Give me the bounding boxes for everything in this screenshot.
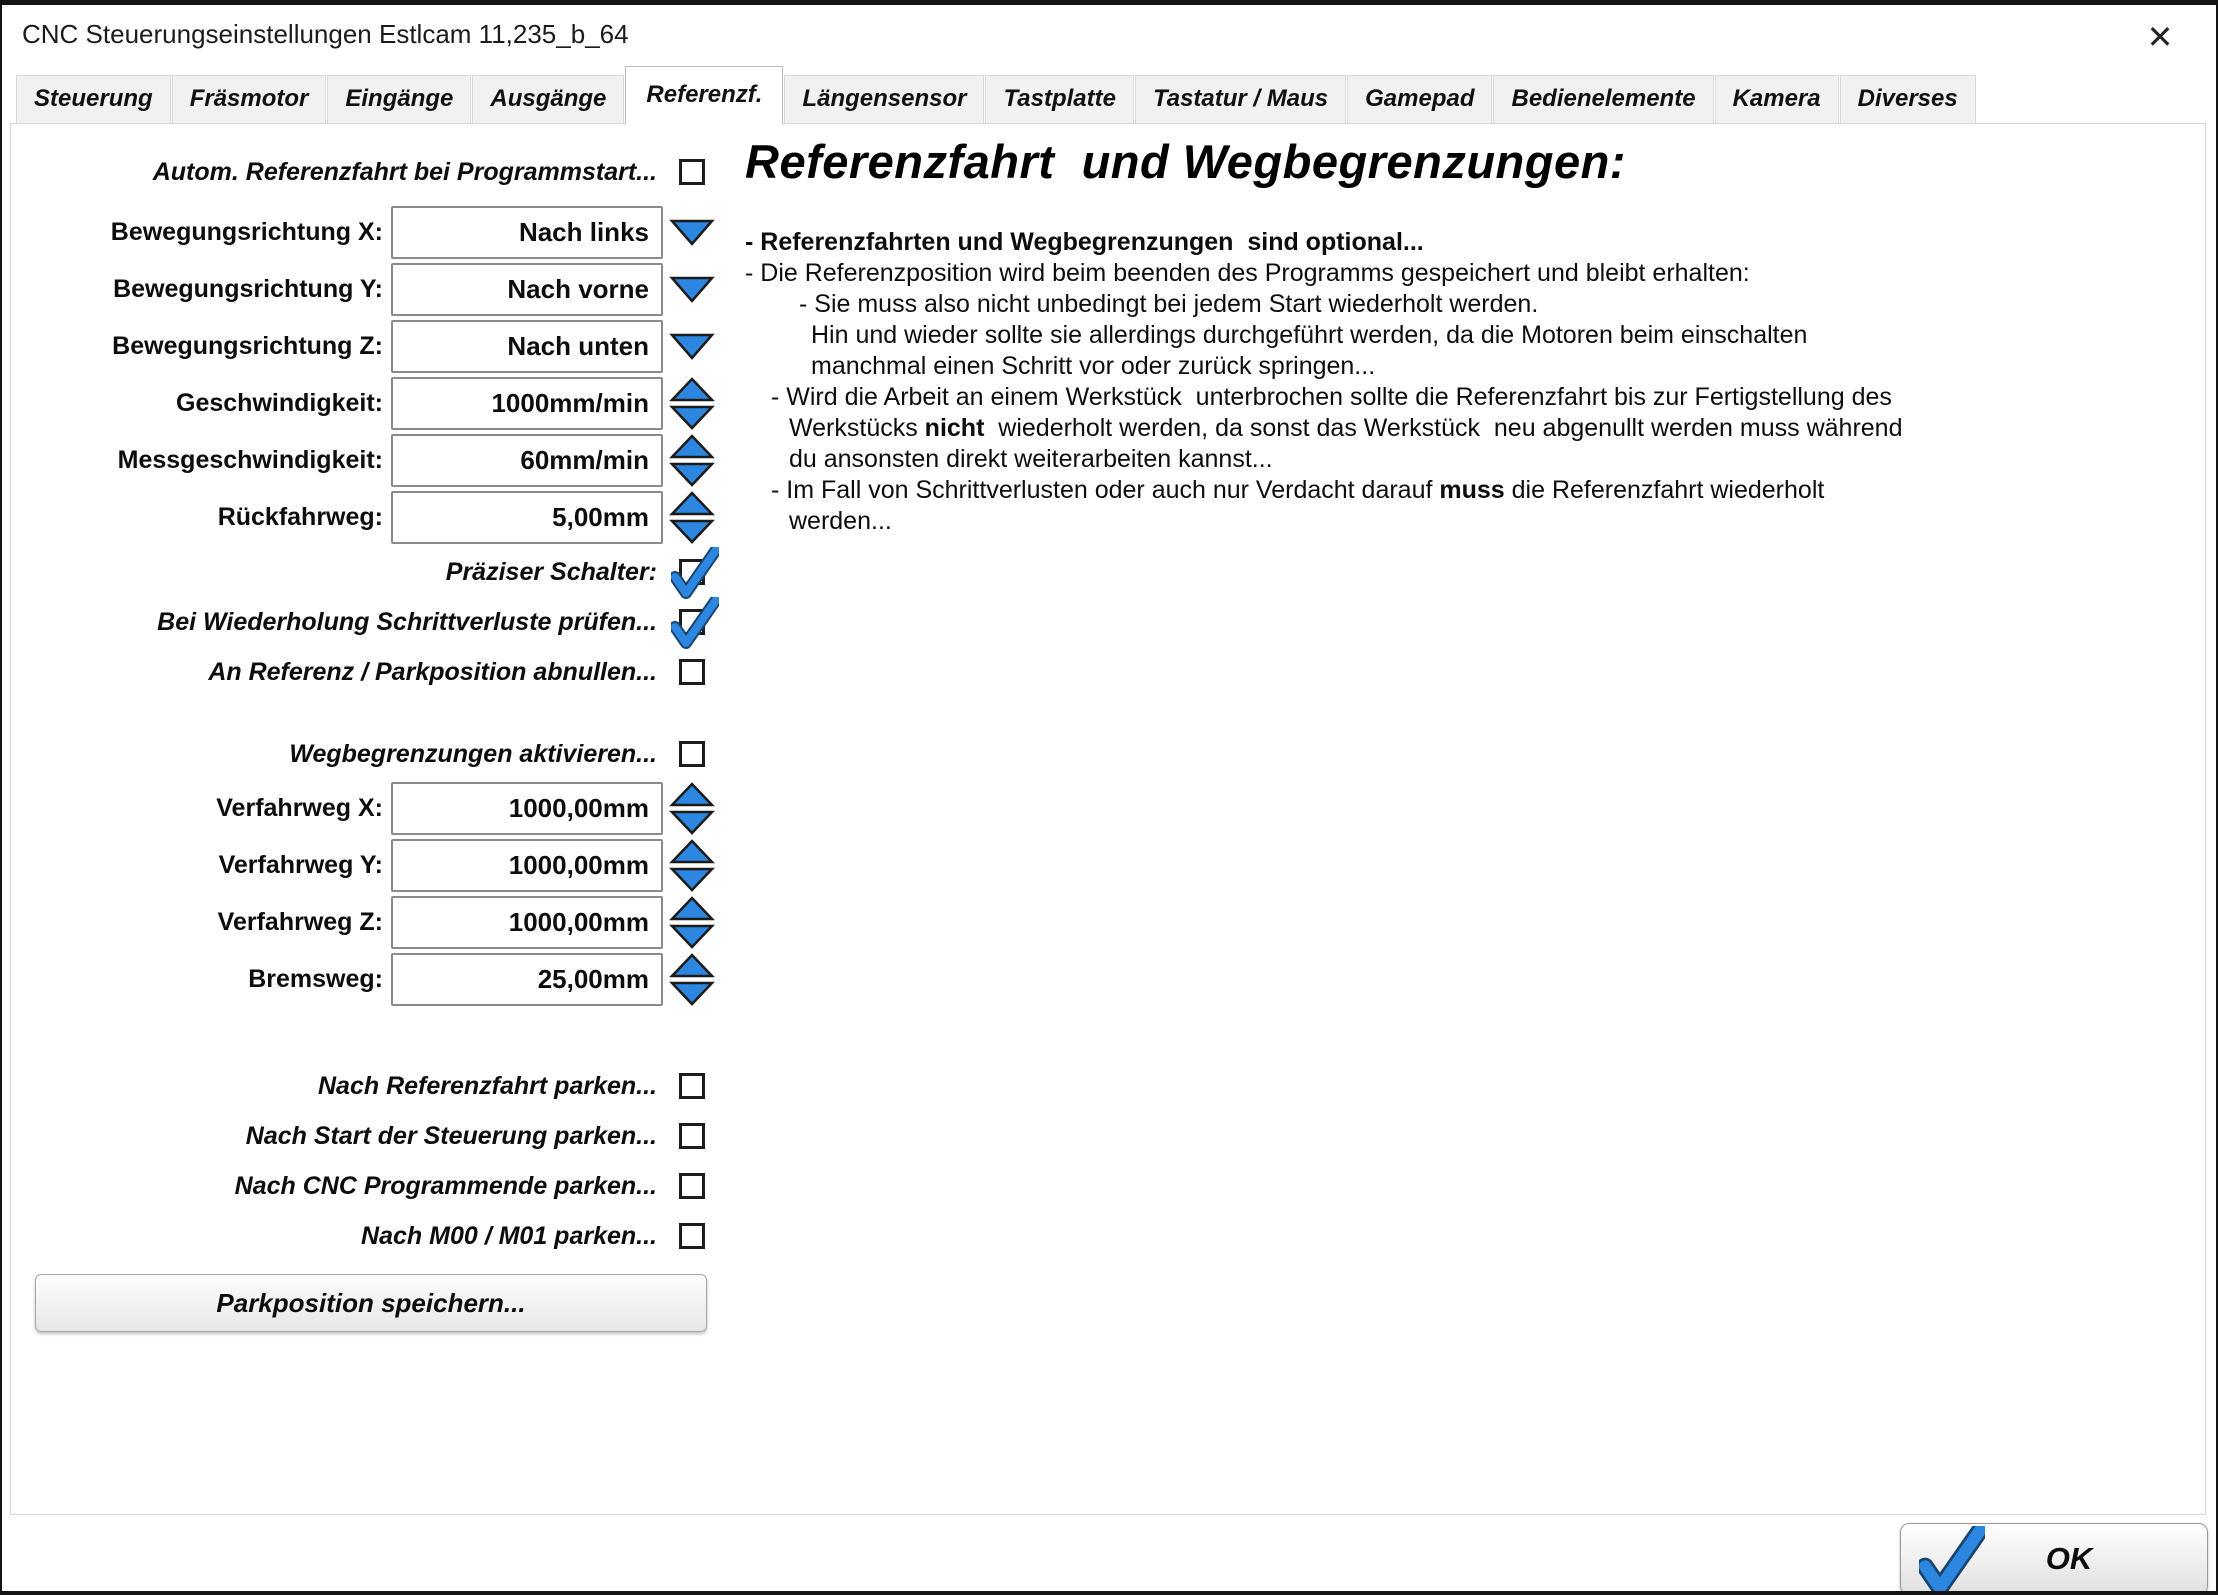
tab-diverses[interactable]: Diverses: [1840, 75, 1976, 123]
verfahrweg-y-value: 1000,00mm: [508, 850, 649, 880]
tab-kamera[interactable]: Kamera: [1715, 75, 1839, 123]
geschwindigkeit-control[interactable]: [663, 377, 715, 430]
tab-steuerung[interactable]: Steuerung: [16, 75, 171, 123]
form-row-nach-referenzfahrt-parken: [23, 1064, 715, 1108]
verfahrweg-x-control[interactable]: [663, 782, 715, 835]
form-row-verfahrweg-y: [23, 839, 715, 892]
messgeschwindigkeit-control[interactable]: [663, 434, 715, 487]
rueckfahrweg-label: Rückfahrweg:: [217, 503, 383, 531]
form-group-gap: [23, 700, 715, 726]
bei-wiederholung-schrittverluste-pruefen-checkbox[interactable]: [679, 609, 705, 635]
nach-cnc-programmende-parken-checkbox[interactable]: [679, 1173, 705, 1199]
info-line: werden...: [789, 507, 892, 535]
form-row-verfahrweg-z: [23, 896, 715, 949]
nach-start-der-steuerung-parken-checkbox-zone: [663, 1114, 715, 1158]
verfahrweg-x-field[interactable]: [391, 782, 663, 835]
bewegungsrichtung-x-control[interactable]: [663, 206, 715, 259]
info-line: - Referenzfahrten und Wegbegrenzungen sind optional...: [745, 228, 1424, 256]
tab-fraesmotor[interactable]: Fräsmotor: [172, 75, 327, 123]
nach-m00-m01-parken-checkbox-zone: [663, 1214, 715, 1258]
nach-start-der-steuerung-parken-label: Nach Start der Steuerung parken...: [245, 1121, 657, 1150]
form-row-messgeschwindigkeit: [23, 434, 715, 487]
spinner-up-down-icon[interactable]: [669, 434, 715, 488]
spinner-up-down-icon[interactable]: [669, 953, 715, 1007]
form-row-wegbegrenzungen-aktivieren: [23, 732, 715, 776]
an-referenz-parkposition-abnullen-label: An Referenz / Parkposition abnullen...: [208, 657, 657, 686]
praeziser-schalter-label: Präziser Schalter:: [445, 557, 657, 586]
verfahrweg-z-control[interactable]: [663, 896, 715, 949]
form-row-nach-start-der-steuerung-parken: [23, 1114, 715, 1158]
verfahrweg-z-label: Verfahrweg Z:: [217, 908, 383, 936]
praeziser-schalter-checkbox[interactable]: [679, 559, 705, 585]
spinner-up-down-icon[interactable]: [669, 377, 715, 431]
form-row-bewegungsrichtung-x: [23, 206, 715, 259]
checkmark-icon: [671, 597, 719, 649]
ok-button-label: OK: [2045, 1541, 2093, 1576]
bewegungsrichtung-x-field[interactable]: [391, 206, 663, 259]
verfahrweg-x-value: 1000,00mm: [508, 793, 649, 823]
chevron-down-icon[interactable]: [669, 270, 715, 310]
bei-wiederholung-schrittverluste-pruefen-label: Bei Wiederholung Schrittverluste prüfen...: [157, 607, 657, 636]
bewegungsrichtung-y-field[interactable]: [391, 263, 663, 316]
info-line: - Die Referenzposition wird beim beenden des Programms gespeichert und bleibt erhalten:: [745, 259, 1750, 287]
info-panel: [745, 134, 2185, 537]
tab-bar: [16, 67, 2208, 123]
tab-tastplatte[interactable]: Tastplatte: [985, 75, 1133, 123]
bewegungsrichtung-z-field[interactable]: [391, 320, 663, 373]
bremsweg-control[interactable]: [663, 953, 715, 1006]
checkmark-icon: [671, 547, 719, 599]
form-row-nach-cnc-programmende-parken: [23, 1164, 715, 1208]
wegbegrenzungen-aktivieren-checkbox[interactable]: [679, 741, 705, 767]
bremsweg-label: Bremsweg:: [248, 965, 383, 993]
nach-start-der-steuerung-parken-checkbox[interactable]: [679, 1123, 705, 1149]
window-title: CNC Steuerungseinstellungen Estlcam 11,235_b_64: [22, 19, 629, 49]
autom-referenzfahrt-bei-programmstart-checkbox[interactable]: [679, 159, 705, 185]
bei-wiederholung-schrittverluste-pruefen-checkbox-zone: [663, 600, 715, 644]
settings-form: [23, 144, 715, 1332]
form-row-bewegungsrichtung-z: [23, 320, 715, 373]
form-row-geschwindigkeit: [23, 377, 715, 430]
nach-cnc-programmende-parken-label: Nach CNC Programmende parken...: [234, 1171, 657, 1200]
tab-bedienelemente[interactable]: Bedienelemente: [1493, 75, 1713, 123]
verfahrweg-y-label: Verfahrweg Y:: [218, 851, 383, 879]
info-line: Hin und wieder sollte sie allerdings durchgeführt werden, da die Motoren beim einschalten: [811, 321, 1808, 349]
bremsweg-value: 25,00mm: [537, 964, 649, 994]
autom-referenzfahrt-bei-programmstart-checkbox-zone: [663, 150, 715, 194]
info-text: [745, 227, 2185, 537]
nach-cnc-programmende-parken-checkbox-zone: [663, 1164, 715, 1208]
bewegungsrichtung-y-control[interactable]: [663, 263, 715, 316]
autom-referenzfahrt-bei-programmstart-label: Autom. Referenzfahrt bei Programmstart...: [152, 157, 657, 186]
nach-referenzfahrt-parken-label: Nach Referenzfahrt parken...: [318, 1071, 657, 1100]
parkposition-speichern-button[interactable]: Parkposition speichern...: [35, 1274, 707, 1332]
nach-m00-m01-parken-label: Nach M00 / M01 parken...: [361, 1221, 657, 1250]
tab-laengensensor[interactable]: Längensensor: [784, 75, 984, 123]
tab-gamepad[interactable]: Gamepad: [1347, 75, 1492, 123]
geschwindigkeit-value: 1000mm/min: [491, 388, 649, 418]
form-row-nach-m00-m01-parken: [23, 1214, 715, 1258]
rueckfahrweg-value: 5,00mm: [552, 502, 649, 532]
verfahrweg-x-label: Verfahrweg X:: [216, 794, 383, 822]
tab-eingaenge[interactable]: Eingänge: [327, 75, 471, 123]
close-icon[interactable]: ✕: [2146, 19, 2174, 55]
form-row-autom-referenzfahrt-bei-programmstart: [23, 150, 715, 194]
info-line: manchmal einen Schritt vor oder zurück springen...: [811, 352, 1376, 380]
form-row-an-referenz-parkposition-abnullen: [23, 650, 715, 694]
spinner-up-down-icon[interactable]: [669, 896, 715, 950]
rueckfahrweg-field[interactable]: [391, 491, 663, 544]
bewegungsrichtung-z-label: Bewegungsrichtung Z:: [112, 332, 383, 360]
chevron-down-icon[interactable]: [669, 213, 715, 253]
chevron-down-icon[interactable]: [669, 327, 715, 367]
bewegungsrichtung-x-label: Bewegungsrichtung X:: [110, 218, 383, 246]
form-row-bewegungsrichtung-y: [23, 263, 715, 316]
spinner-up-down-icon[interactable]: [669, 839, 715, 893]
bewegungsrichtung-y-label: Bewegungsrichtung Y:: [113, 275, 383, 303]
verfahrweg-y-field[interactable]: [391, 839, 663, 892]
tab-referenzf[interactable]: Referenzf.: [625, 66, 783, 124]
bewegungsrichtung-z-value: Nach unten: [507, 331, 649, 361]
info-line: - Wird die Arbeit an einem Werkstück unterbrochen sollte die Referenzfahrt bis zur Fertigstellung des: [771, 383, 1892, 411]
messgeschwindigkeit-value: 60mm/min: [520, 445, 649, 475]
nach-referenzfahrt-parken-checkbox[interactable]: [679, 1073, 705, 1099]
verfahrweg-z-field[interactable]: [391, 896, 663, 949]
verfahrweg-y-control[interactable]: [663, 839, 715, 892]
wegbegrenzungen-aktivieren-label: Wegbegrenzungen aktivieren...: [289, 739, 657, 768]
tab-page-referenzf: [10, 123, 2206, 1515]
form-group-gap: [23, 1010, 715, 1058]
tab-ausgaenge[interactable]: Ausgänge: [472, 75, 624, 123]
form-row-bei-wiederholung-schrittverluste-pruefen: [23, 600, 715, 644]
page-title: Referenzfahrt und Wegbegrenzungen:: [745, 135, 1626, 188]
wegbegrenzungen-aktivieren-checkbox-zone: [663, 732, 715, 776]
an-referenz-parkposition-abnullen-checkbox[interactable]: [679, 659, 705, 685]
spinner-up-down-icon[interactable]: [669, 491, 715, 545]
title-bar: [2, 5, 2216, 67]
verfahrweg-z-value: 1000,00mm: [508, 907, 649, 937]
nach-m00-m01-parken-checkbox[interactable]: [679, 1223, 705, 1249]
bewegungsrichtung-x-value: Nach links: [518, 217, 649, 247]
messgeschwindigkeit-field[interactable]: [391, 434, 663, 487]
form-row-verfahrweg-x: [23, 782, 715, 835]
checkmark-icon: [1919, 1526, 1985, 1595]
bewegungsrichtung-z-control[interactable]: [663, 320, 715, 373]
praeziser-schalter-checkbox-zone: [663, 550, 715, 594]
nach-referenzfahrt-parken-checkbox-zone: [663, 1064, 715, 1108]
bremsweg-field[interactable]: [391, 953, 663, 1006]
form-row-bremsweg: [23, 953, 715, 1006]
info-line: - Im Fall von Schrittverlusten oder auch nur Verdacht darauf muss die Referenzfahrt wiederholt: [771, 476, 1825, 504]
an-referenz-parkposition-abnullen-checkbox-zone: [663, 650, 715, 694]
info-line: Werkstücks nicht wiederholt werden, da sonst das Werkstück neu abgenullt werden muss während: [789, 414, 1903, 442]
info-line: - Sie muss also nicht unbedingt bei jedem Start wiederholt werden.: [799, 290, 1539, 318]
bewegungsrichtung-y-value: Nach vorne: [507, 274, 649, 304]
info-line: du ansonsten direkt weiterarbeiten kannst...: [789, 445, 1273, 473]
form-row-rueckfahrweg: [23, 491, 715, 544]
geschwindigkeit-label: Geschwindigkeit:: [176, 389, 383, 417]
ok-button[interactable]: [1900, 1523, 2208, 1595]
rueckfahrweg-control[interactable]: [663, 491, 715, 544]
spinner-up-down-icon[interactable]: [669, 782, 715, 836]
geschwindigkeit-field[interactable]: [391, 377, 663, 430]
messgeschwindigkeit-label: Messgeschwindigkeit:: [117, 446, 383, 474]
tab-tastatur-maus[interactable]: Tastatur / Maus: [1135, 75, 1346, 123]
form-row-praeziser-schalter: [23, 550, 715, 594]
